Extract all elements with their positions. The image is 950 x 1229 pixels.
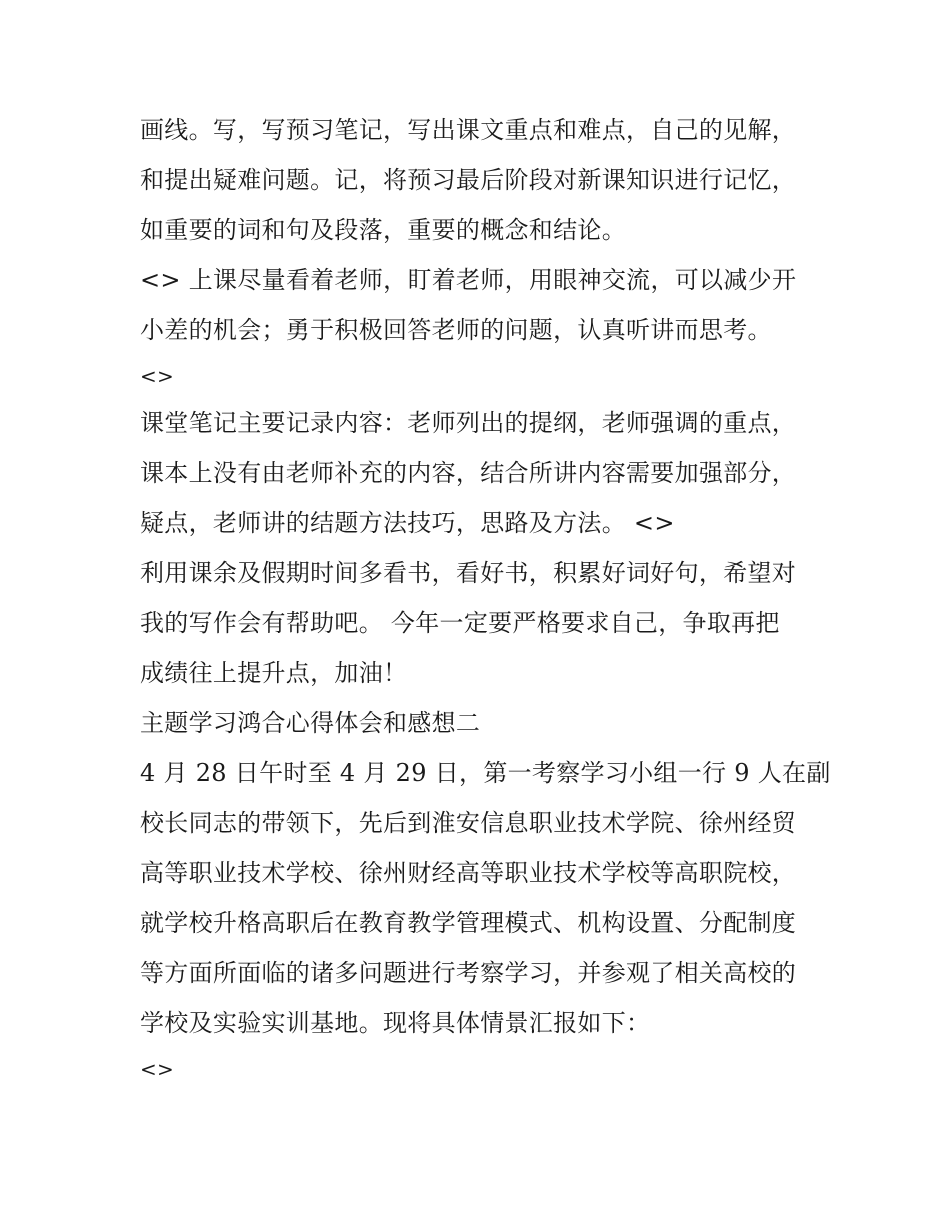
document-body	[140, 105, 830, 1091]
text-line: 校长同志的带领下，先后到淮安信息职业技术学院、徐州经贸	[140, 809, 797, 837]
text-line: 学校及实验实训基地。现将具体情景汇报如下：	[140, 1009, 651, 1037]
section-heading: 主题学习鸿合心得体会和感想二	[140, 709, 481, 737]
text-line: <>	[140, 364, 175, 388]
text-line: 高等职业技术学校、徐州财经高等职业技术学校等高职院校，	[140, 859, 797, 887]
text-line: <>	[140, 1057, 175, 1081]
text-line: 利用课余及假期时间多看书，看好书，积累好词好句，希望对	[140, 559, 797, 587]
text-line: 成绩往上提升点，加油！	[140, 659, 408, 687]
text-line: 课堂笔记主要记录内容：老师列出的提纲，老师强调的重点，	[140, 409, 797, 437]
text-line: 和提出疑难问题。记，将预习最后阶段对新课知识进行记忆，	[140, 166, 797, 194]
text-line: 4 月 28 日午时至 4 月 29 日，第一考察学习小组一行 9 人在副	[140, 759, 831, 787]
text-line: 我的写作会有帮助吧。 今年一定要严格要求自己，争取再把	[140, 609, 780, 637]
text-line: 就学校升格高职后在教育教学管理模式、机构设置、分配制度	[140, 909, 797, 937]
text-line: 画线。写，写预习笔记，写出课文重点和难点，自己的见解，	[140, 116, 797, 144]
text-line: 课本上没有由老师补充的内容，结合所讲内容需要加强部分，	[140, 459, 797, 487]
text-line: 等方面所面临的诸多问题进行考察学习，并参观了相关高校的	[140, 959, 797, 987]
text-line: 小差的机会；勇于积极回答老师的问题，认真听讲而思考。	[140, 316, 772, 344]
text-line: 疑点，老师讲的结题方法技巧，思路及方法。 <>	[140, 509, 675, 537]
text-line: <> 上课尽量看着老师，盯着老师，用眼神交流，可以减少开	[140, 266, 797, 294]
text-line: 如重要的词和句及段落，重要的概念和结论。	[140, 216, 626, 244]
